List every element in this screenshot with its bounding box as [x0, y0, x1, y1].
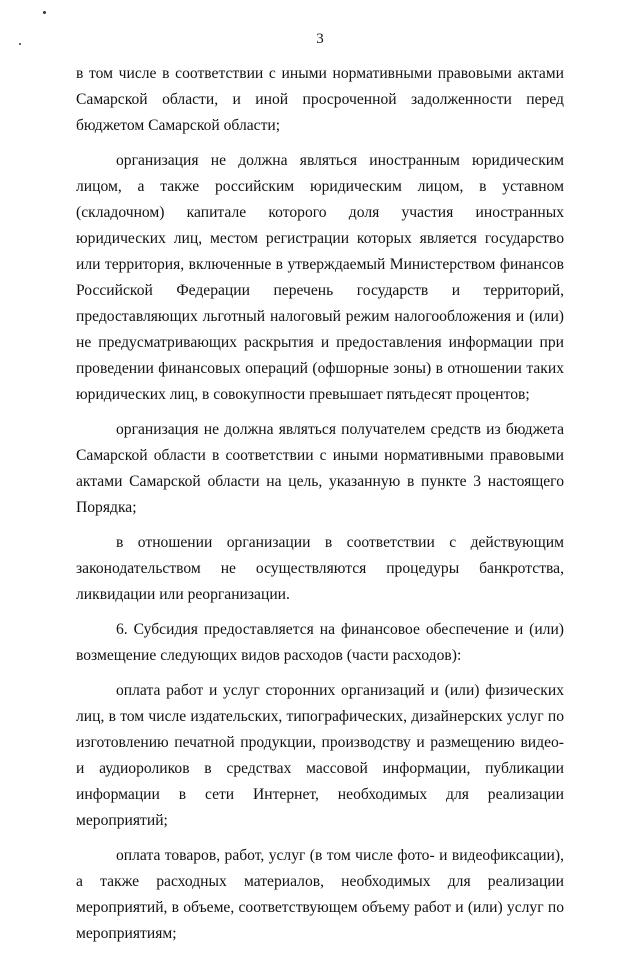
page-number: 3 — [316, 31, 324, 47]
paragraph-foreign-entity: организация не должна являться иностранным юридическим лицом, а также российским юридическим лицом, в уставном (складочном) капитале которого доля участия иностранных юридических лиц, местом регистрации которых является государство или территория, включенные в утверждаемый Министерством финансов Российской Федерации перечень государств и территорий, предоставляющих льготный налоговый режим налогообложения и (или) не предусматривающих раскрытия и предоставления информации при проведении финансовых операций (офшорные зоны) в отношении таких юридических лиц, в совокупности превышает пятьдесят процентов; — [76, 152, 564, 403]
paragraph-bankruptcy: в отношении организации в соответствии с действующим законодательством не осуществляются процедуры банкротства, ликвидации или реорганизации. — [76, 534, 564, 603]
paragraph-budget-recipient: организация не должна являться получателем средств из бюджета Самарской области в соответствии с иными нормативными правовыми актами Самарской области на цель, указанную в пункте 3 настоящего Порядка; — [76, 421, 564, 516]
document-body — [76, 61, 564, 956]
scan-speck — [43, 11, 46, 14]
paragraph-services-payment: оплата работ и услуг сторонних организаций и (или) физических лиц, в том числе издательских, типографических, дизайнерских услуг по изготовлению печатной продукции, производству и размещению видео- и аудиороликов в средствах массовой информации, публикации информации в сети Интернет, необходимых для реализации мероприятий; — [76, 682, 564, 829]
paragraph-item-6: 6. Субсидия предоставляется на финансовое обеспечение и (или) возмещение следующих видов расходов (части расходов): — [76, 621, 564, 664]
paragraph-goods-payment: оплата товаров, работ, услуг (в том числе фото- и видеофиксации), а также расходных материалов, необходимых для реализации мероприятий, в объеме, соответствующем объему работ и (или) услуг по мероприятиям; — [76, 847, 564, 942]
paragraph-continuation: в том числе в соответствии с иными нормативными правовыми актами Самарской области, и иной просроченной задолженности перед бюджетом Самарской области; — [76, 65, 564, 134]
